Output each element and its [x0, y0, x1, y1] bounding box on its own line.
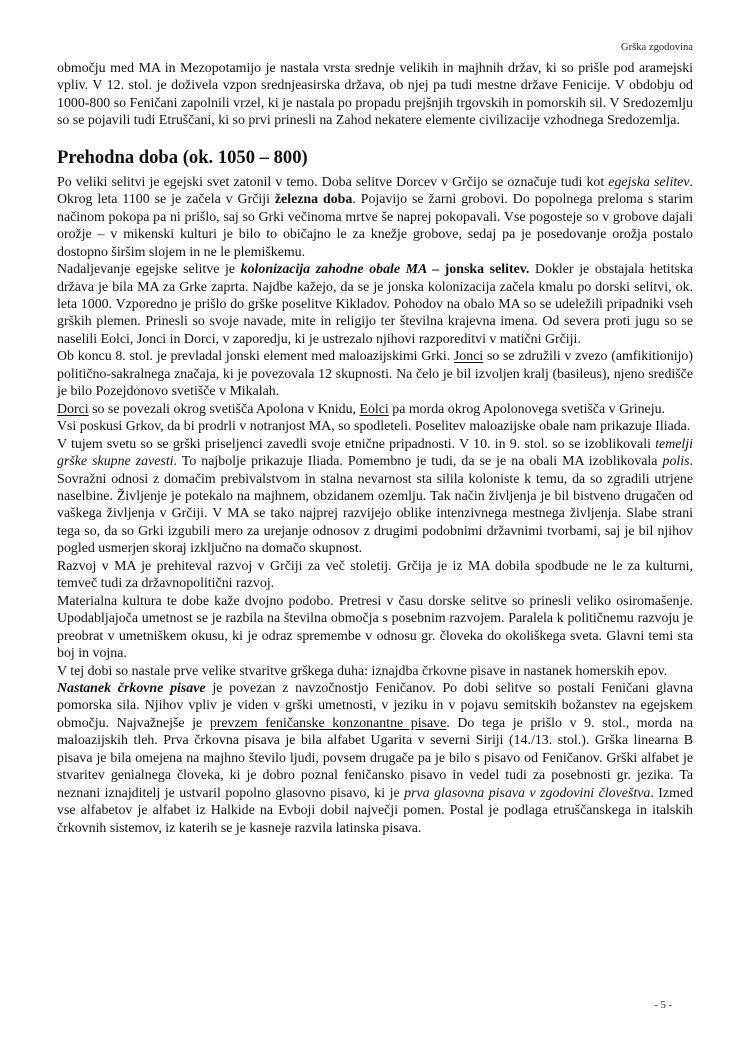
- text-run: egejska selitev: [608, 174, 690, 190]
- text-run: območju med MA in Mezopotamijo je nastala vrsta srednje velikih in majhnih držav, ki so prišle pod aramejski vpliv. V 12. stol. je doživela vzpon srednjeasirska država, ob njej pa tudi mestne države Fenicije. V obdobju od 1000-800 so Feničani zapolnili vrzel, ki je nastala po propadu prejšnjih trgovskih in pomorskih sil. V Sredozemlju so se pojavili tudi Etruščani, ki so prvi prinesli na Zahod nekatere elemente civilizacije vzhodnega Sredozemlja.: [57, 61, 693, 129]
- text-run: Razvoj v MA je prehiteval razvoj v Grčiji za več stoletij. Grčija je iz MA dobila spodbude ne le za kulturni, temveč tudi za državnopolitični razvoj.: [57, 558, 693, 592]
- text-run: Dorci: [57, 401, 89, 417]
- text-run: V tujem svetu so se grški priseljenci zavedli svoje etnične pripadnosti. V 10. in 9. stol. so se izoblikovali: [57, 436, 656, 452]
- paragraph: [57, 663, 693, 680]
- text-run: so se povezali okrog svetišča Apolona v Knidu,: [88, 401, 360, 417]
- paragraph: [57, 680, 693, 837]
- text-run: Nadaljevanje egejske selitve je: [57, 262, 241, 278]
- paragraph: [57, 558, 693, 593]
- text-run: Ob koncu 8. stol. je prevladal jonski element med maloazijskimi Grki.: [57, 349, 454, 365]
- document-body: [57, 60, 693, 837]
- text-run: . Pojavijo se žarni grobovi. Do popolnega preloma s starim načinom pokopa pa ni prišlo, saj so Grki večinoma mrtve še naprej pokopavali. Vse pogosteje so v grobove dajali orožje – v mikenski kulturi je bilo to običajno le za knežje grobove, sedaj pa je posedovanje orožja postalo dostopno širšim slojem in ne le plemiškemu.: [57, 192, 693, 260]
- running-header: Grška zgodovina: [620, 42, 693, 53]
- text-run: . To najbolje prikazuje Iliada. Pomembno je tudi, da se je na obali MA izoblikovala: [173, 454, 663, 470]
- paragraph: [57, 436, 693, 558]
- text-run: – jonska selitev.: [432, 262, 530, 278]
- text-run: . Do tega je prišlo v 9. stol., morda na maloazijskih tleh. Prva črkovna pisava je bila alfabet Ugarita v severni Siriji (14./13. stol.). Grška linearna B pisava je bila omejena na majhno število ljudi, povsem drugače pa je bilo s pisavo od Feničanov. Grški alfabet je stvaritev genialnega človeka, ki je dobro poznal feničansko pisavo in vedel tudi za posebnosti gr. jezika. Ta neznani iznajditelj je ustvaril popolno glasovno pisavo, ki je: [57, 715, 694, 801]
- text-run: Po veliki selitvi je egejski svet zatonil v temo. Doba selitve Dorcev v Grčijo se označuje tudi kot: [57, 174, 609, 190]
- paragraph: [57, 418, 693, 435]
- text-run: polis: [662, 454, 690, 470]
- paragraph: [57, 60, 693, 130]
- text-run: Jonci: [453, 349, 484, 365]
- text-run: . Izmed vse alfabetov je alfabet iz Halkide na Evboji dobil največji pomen. Postal je podlaga etruščanskega in italskih črkovnih sistemov, iz katerih se je kasneje razvila latinska pisava.: [57, 785, 694, 836]
- text-run: so se združili v zvezo (amfikitionijo) politično-sakralnega značaja, ki je povezovala 12 skupnosti. Na čelo je bil izvoljen kralj (basileus), njeno središče je bilo Pozejdonovo svetišče v Mikalah.: [57, 349, 693, 400]
- text-run: V tej dobi so nastale prve velike stvaritve grškega duha: iznajdba črkovne pisave in nastanek homerskih epov.: [57, 663, 668, 679]
- text-run: Nastanek črkovne pisave: [57, 680, 206, 696]
- text-run: pa morda okrog Apolonovega svetišča v Grineju.: [388, 401, 666, 417]
- paragraph: [57, 593, 693, 663]
- text-run: kolonizacija zahodne obale MA: [240, 262, 433, 278]
- page-number: - 5 -: [654, 1000, 672, 1011]
- text-run: temelji grške skupne zavesti: [57, 436, 693, 470]
- text-run: . Okrog leta 1100 se je začela v Grčiji: [57, 174, 693, 208]
- text-run: je povezan z navzočnostjo Feničanov. Po dobi selitve so postali Feničani glavna pomorska sila. Njihov vpliv je viden v grški umetnosti, v jeziku in v pojavu semitskih božanstev na egejskem območju. Najvažnejše je: [57, 680, 693, 731]
- paragraph: [57, 261, 693, 348]
- text-run: železna doba: [274, 192, 353, 208]
- text-run: Vsi poskusi Grkov, da bi prodrli v notranjost MA, so spodleteli. Poselitev maloazijske obale nam prikazuje Iliada.: [57, 419, 691, 435]
- text-run: Prehodna doba (ok. 1050 – 800): [57, 146, 308, 168]
- paragraph: [57, 401, 693, 418]
- paragraph: [57, 174, 693, 261]
- text-run: prva glasovna pisava v zgodovini človeštva: [404, 785, 651, 801]
- text-run: Eolci: [359, 401, 389, 417]
- text-run: prevzem feničanske konzonantne pisave: [209, 715, 447, 731]
- text-run: Dokler je obstajala hetitska država je bila MA za Grke zaprta. Najdbe kažejo, da se je jonska kolonizacija začela kmalu po dorski selitvi, ok. leta 1000. Vzporedno je prišlo do grške poselitve Kikladov. Pohodov na obalo MA so se udeležili pripadniki vseh grških plemen. Prinesli so svoje navade, mite in religijo ter številna krajevna imena. Od severa proti jugu so se naselili Eolci, Jonci in Dorci, v zaporedju, ki je ustrezalo njihovi razporeditvi v matični Grčiji.: [57, 262, 694, 347]
- text-run: Materialna kultura te dobe kaže dvojno podobo. Pretresi v času dorske selitve so prinesli veliko osiromašenje. Upodabljajoča umetnost se je razbila na številna območja s posebnim razvojem. Paralela k političnemu razvoju je preobrat v umetniškem okusu, ki je odraz spremembe v odnosu gr. človeka do okoliškega sveta. Glavni temi sta boj in vojna.: [57, 593, 693, 662]
- paragraph: [57, 348, 693, 400]
- section-heading: [57, 146, 693, 169]
- text-run: . Sovražni odnosi z domačim prebivalstvom in stalna nevarnost sta silila koloniste k temu, da so zgradili utrjene naselbine. Življenje je potekalo na majhnem, obzidanem ozemlju. Tak način življenja je bil bistveno drugačen od vaškega življenja v Grčiji. V MA se tako najprej razvijejo oblike intenzivnega mestnega življenja. Slabe strani tega so, da so Grki izgubili mero za urejanje odnosov z drugimi podobnimi državnimi tvorbami, saj je bil njihov pogled usmerjen skoraj izključno na domačo skupnost.: [57, 454, 693, 557]
